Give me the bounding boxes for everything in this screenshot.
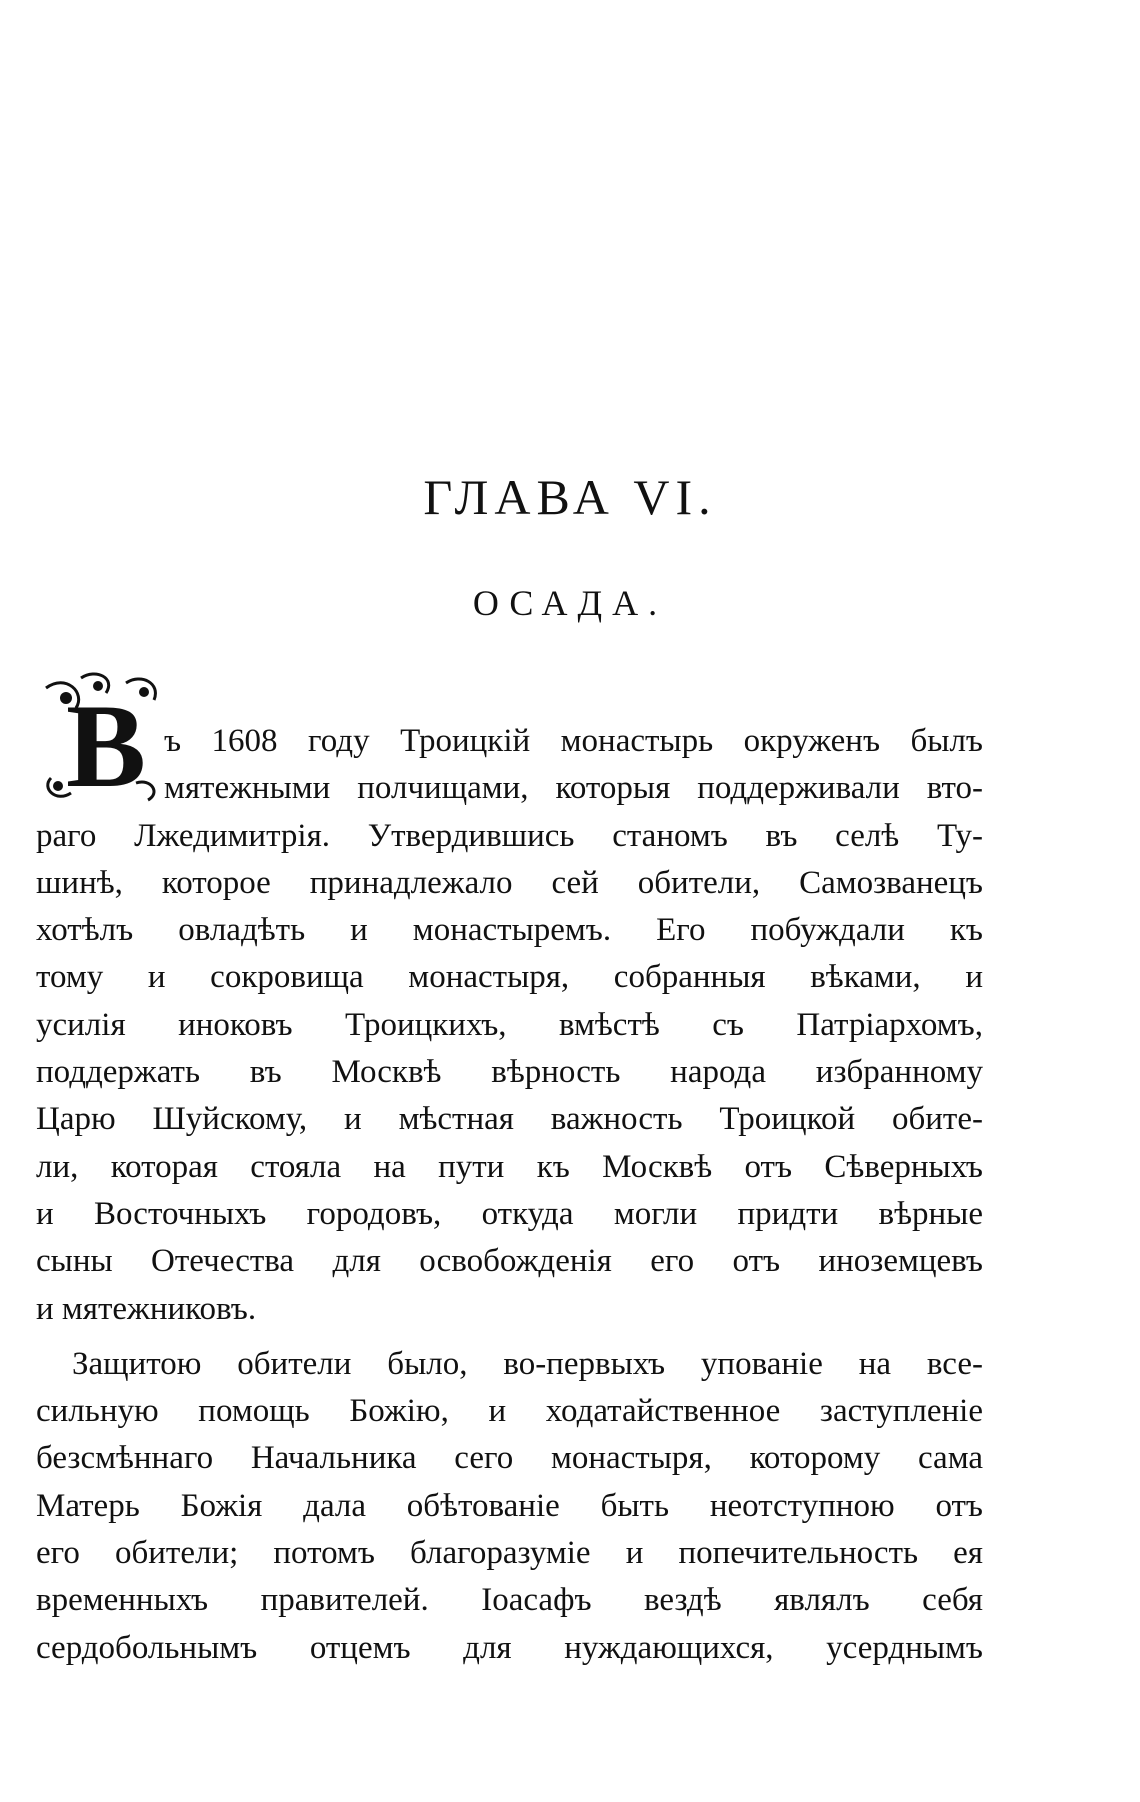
text-line: мятежными полчищами, которыя поддерживали вто- [164, 770, 983, 807]
text-line: Защитою обители было, во-первыхъ упованіе на все- [72, 1345, 983, 1382]
text-line: сыны Отечества для освобожденія его отъ иноземцевъ [36, 1243, 983, 1280]
text-line: и мятежниковъ. [36, 1290, 257, 1327]
paragraph [36, 718, 983, 1333]
text-line: шинѣ, которое принадлежало сей обители, Самозванецъ [36, 864, 983, 901]
chapter-heading: ГЛАВА VI. [423, 469, 717, 525]
text-line: временныхъ правителей. Іоасафъ вездѣ являлъ себя [36, 1582, 983, 1619]
text-line: сердобольнымъ отцемъ для нуждающихся, усерднымъ [36, 1629, 983, 1666]
text-line: поддержать въ Москвѣ вѣрность народа избранному [36, 1054, 983, 1091]
text-line: ли, которая стояла на пути къ Москвѣ отъ Сѣверныхъ [36, 1148, 983, 1185]
text-line: ъ 1608 году Троицкій монастырь окруженъ былъ [164, 723, 983, 759]
text-line: его обители; потомъ благоразуміе и попечительность ея [36, 1535, 983, 1572]
text-line: Матерь Божія дала обѣтованіе быть неотступною отъ [36, 1487, 983, 1524]
text-line: тому и сокровища монастыря, собранныя вѣками, и [36, 959, 983, 996]
text-line: усилія иноковъ Троицкихъ, вмѣстѣ съ Патріархомъ, [36, 1006, 983, 1043]
text-line: раго Лжедимитрія. Утвердившись станомъ въ селѣ Ту- [36, 817, 983, 854]
text-line: безсмѣннаго Начальника сего монастыря, которому сама [36, 1440, 983, 1477]
paragraph [36, 1341, 983, 1672]
svg-text:В: В [65, 679, 147, 808]
chapter-title: ОСАДА. [472, 583, 668, 623]
text-line: сильную помощь Божію, и ходатайственное заступленіе [36, 1393, 983, 1430]
text-line: и Восточныхъ городовъ, откуда могли придти вѣрные [36, 1195, 983, 1232]
text-line: хотѣлъ овладѣть и монастыремъ. Его побуждали къ [36, 912, 983, 949]
text-line: Царю Шуйскому, и мѣстная важность Троицкой обите- [36, 1101, 983, 1138]
body-text [36, 718, 983, 1672]
